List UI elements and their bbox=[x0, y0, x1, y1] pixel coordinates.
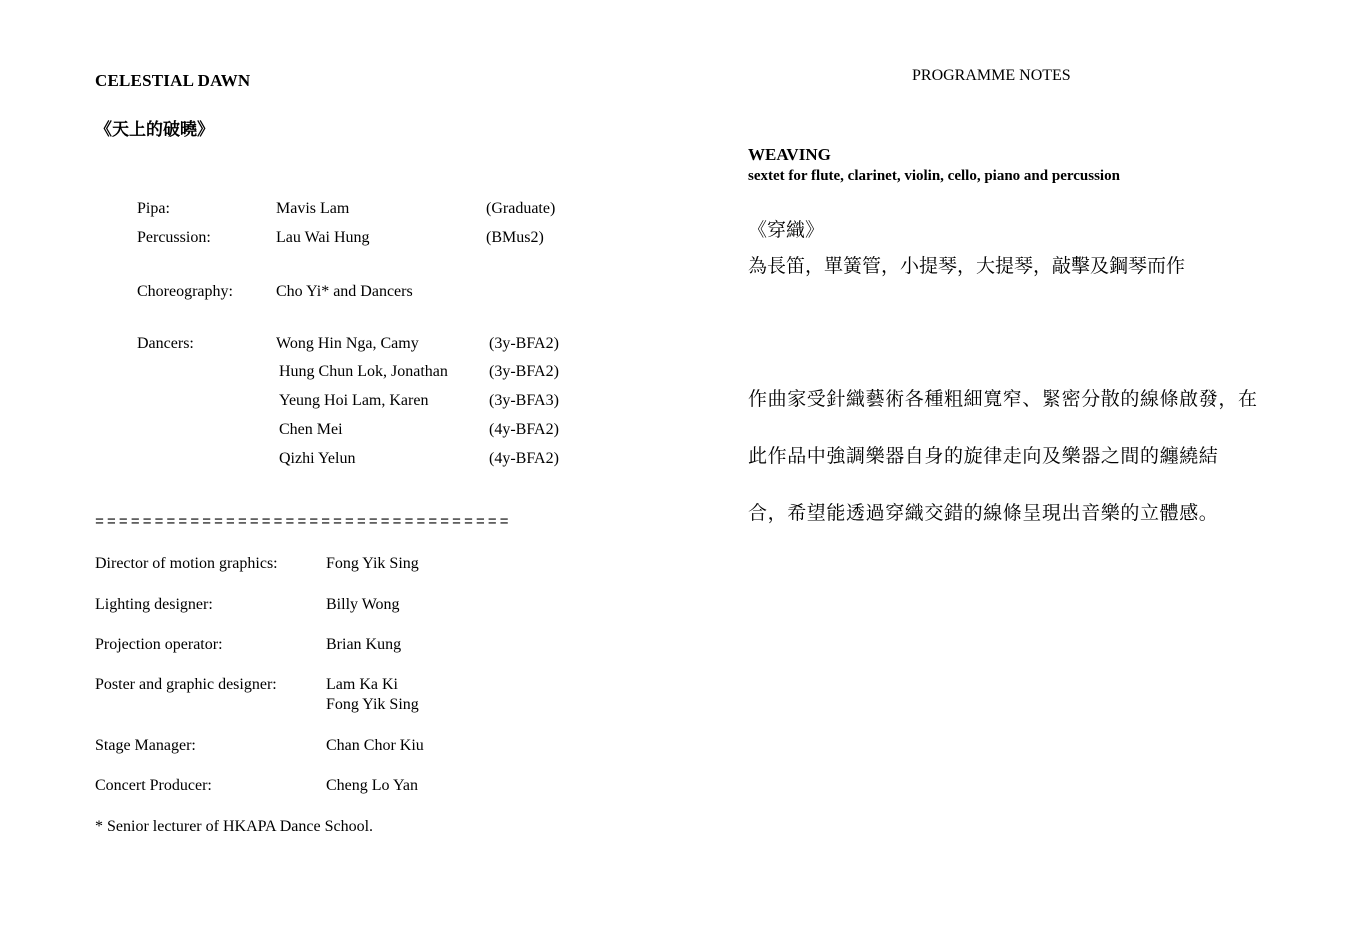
note-line: 此作品中強調樂器自身的旋律走向及樂器之間的纏繞結 bbox=[748, 445, 1219, 467]
dancers-role: Dancers: bbox=[137, 335, 194, 352]
crew-name: Billy Wong bbox=[326, 596, 400, 613]
crew-name: Brian Kung bbox=[326, 636, 402, 653]
crew-name: Fong Yik Sing bbox=[326, 555, 419, 572]
note-line: 作曲家受針織藝術各種粗細寬窄、緊密分散的線條啟發，在 bbox=[748, 388, 1258, 410]
dancer-note: (3y-BFA2) bbox=[489, 335, 559, 352]
crew-role: Director of motion graphics: bbox=[95, 555, 278, 572]
performer-name: Lau Wai Hung bbox=[276, 229, 370, 246]
crew-role: Lighting designer: bbox=[95, 596, 213, 613]
crew-name: Chan Chor Kiu bbox=[326, 737, 424, 754]
choreography-role: Choreography: bbox=[137, 283, 233, 300]
crew-role: Projection operator: bbox=[95, 636, 223, 653]
performer-role: Pipa: bbox=[137, 200, 170, 217]
dancer-note: (3y-BFA2) bbox=[489, 363, 559, 380]
note-line: 合，希望能透過穿織交錯的線條呈現出音樂的立體感。 bbox=[748, 502, 1219, 524]
section-divider: =================================== bbox=[95, 514, 512, 531]
dancer-name: Wong Hin Nga, Camy bbox=[276, 335, 419, 352]
crew-role: Stage Manager: bbox=[95, 737, 196, 754]
performer-note: (BMus2) bbox=[486, 229, 544, 246]
footnote: * Senior lecturer of HKAPA Dance School. bbox=[95, 818, 374, 835]
work-title-zh: 《穿織》 bbox=[748, 219, 825, 241]
crew-name: Lam Ka Ki bbox=[326, 676, 398, 693]
choreography-name: Cho Yi* and Dancers bbox=[276, 283, 413, 300]
performer-role: Percussion: bbox=[137, 229, 211, 246]
work-title: WEAVING bbox=[748, 145, 831, 164]
work-subtitle-zh: 為長笛，單簧管，小提琴，大提琴，敲擊及鋼琴而作 bbox=[748, 255, 1186, 277]
dancer-name: Yeung Hoi Lam, Karen bbox=[279, 392, 429, 409]
dancer-name: Chen Mei bbox=[279, 421, 343, 438]
dancer-note: (3y-BFA3) bbox=[489, 392, 559, 409]
dancer-name: Hung Chun Lok, Jonathan bbox=[279, 363, 448, 380]
performer-name: Mavis Lam bbox=[276, 200, 350, 217]
performer-note: (Graduate) bbox=[486, 200, 556, 217]
crew-name: Cheng Lo Yan bbox=[326, 777, 419, 794]
dancer-note: (4y-BFA2) bbox=[489, 421, 559, 438]
work-title-zh: 《天上的破曉》 bbox=[95, 120, 214, 140]
crew-name-secondary: Fong Yik Sing bbox=[326, 696, 419, 713]
programme-notes-heading: PROGRAMME NOTES bbox=[912, 67, 1071, 84]
dancer-note: (4y-BFA2) bbox=[489, 450, 559, 467]
work-title-en: CELESTIAL DAWN bbox=[95, 71, 251, 90]
work-subtitle: sextet for flute, clarinet, violin, cello, piano and percussion bbox=[748, 168, 1120, 184]
crew-role: Concert Producer: bbox=[95, 777, 212, 794]
crew-role: Poster and graphic designer: bbox=[95, 676, 277, 693]
dancer-name: Qizhi Yelun bbox=[279, 450, 356, 467]
